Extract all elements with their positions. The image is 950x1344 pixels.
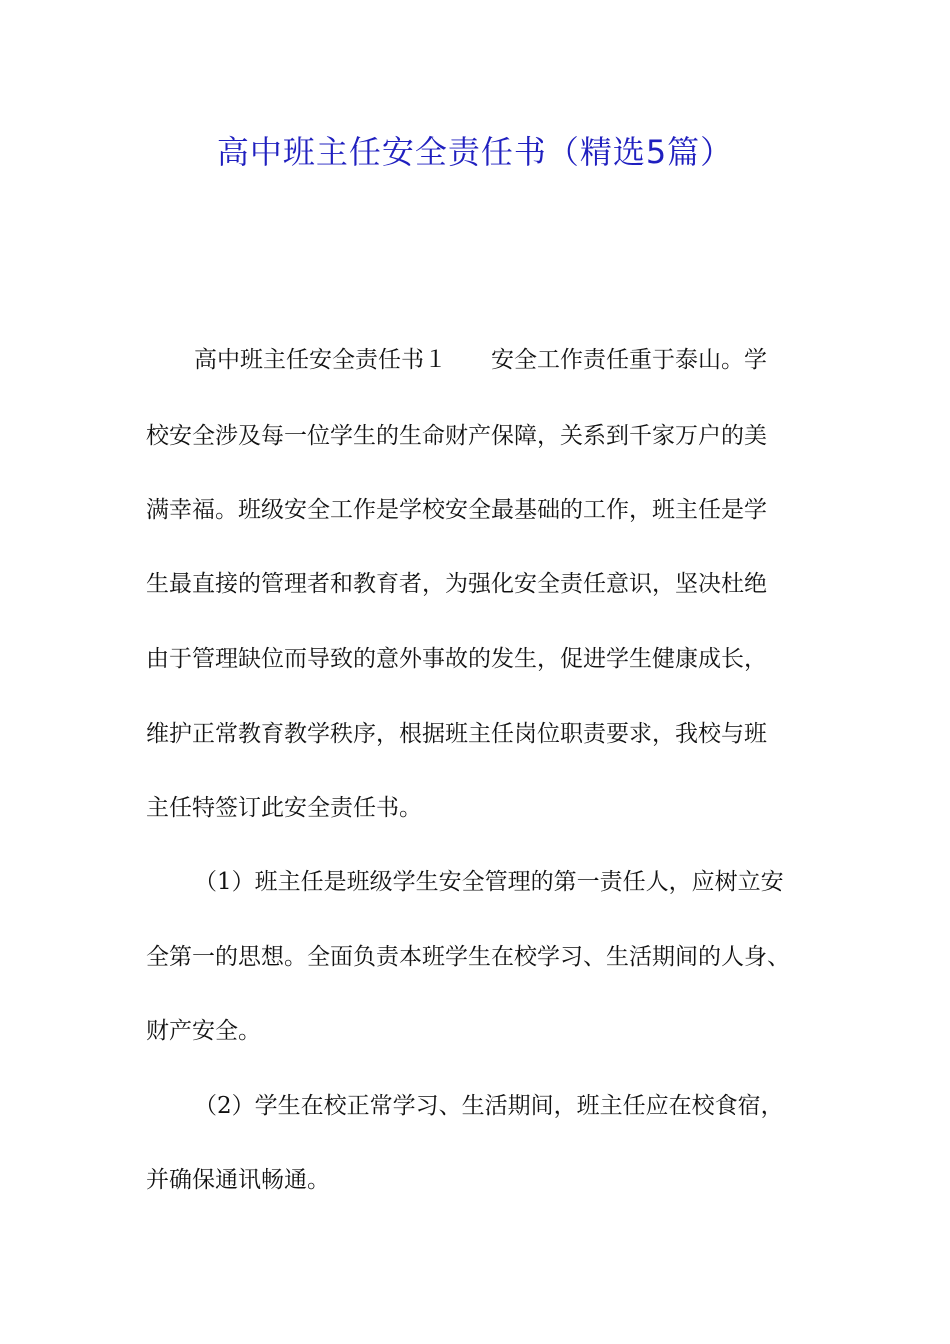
paragraph-3-line-1: （2）学生在校正常学习、生活期间，班主任应在校食宿， [194,1093,784,1119]
paragraph-1-line-7: 主任特签订此安全责任书。 [146,795,422,821]
paragraph-1-line-3: 满幸福。班级安全工作是学校安全最基础的工作，班主任是学 [146,497,767,523]
paragraph-3-line-2: 并确保通讯畅通。 [146,1167,330,1193]
paragraph-2-line-1: （1）班主任是班级学生安全管理的第一责任人，应树立安 [194,869,784,895]
paragraph-text: 安全工作责任重于泰山。学 [491,347,767,373]
document-title: 高中班主任安全责任书（精选5篇） [216,133,734,171]
paragraph-2-line-3: 财产安全。 [146,1018,261,1044]
paragraph-1-line-1 [194,342,884,378]
paragraph-1-line-2: 校安全涉及每一位学生的生命财产保障，关系到千家万户的美 [146,423,767,449]
paragraph-2-line-2: 全第一的思想。全面负责本班学生在校学习、生活期间的人身、 [146,944,790,970]
section-heading: 高中班主任安全责任书１ [194,347,447,373]
paragraph-1-line-5: 由于管理缺位而导致的意外事故的发生，促进学生健康成长， [146,646,767,672]
paragraph-1-line-6: 维护正常教育教学秩序，根据班主任岗位职责要求，我校与班 [146,721,767,747]
paragraph-1-line-4: 生最直接的管理者和教育者，为强化安全责任意识，坚决杜绝 [146,571,767,597]
